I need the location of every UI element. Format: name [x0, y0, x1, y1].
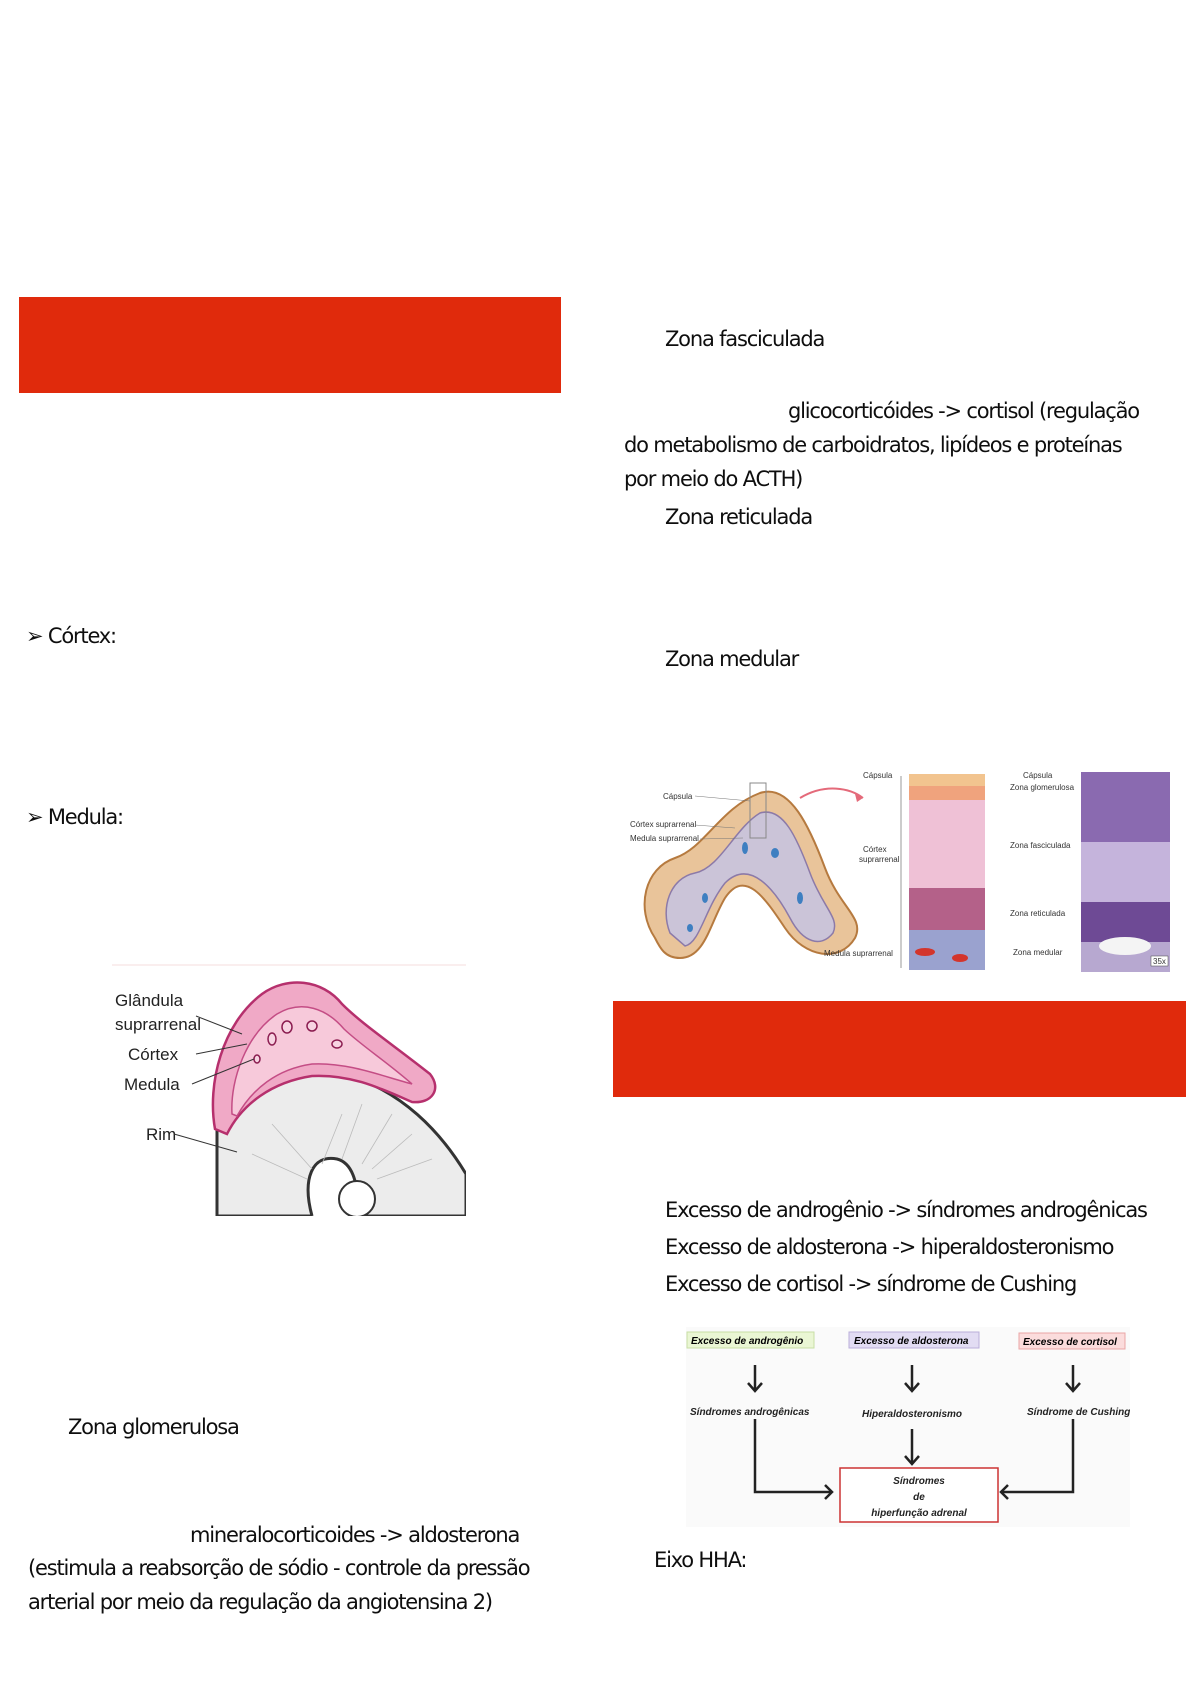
- flow-box-aldosterona-label: Excesso de aldosterona: [854, 1336, 969, 1347]
- hist-label-medular: Zona medular: [1013, 948, 1063, 957]
- flow-outcome-hiperaldosteronismo: Hiperaldosteronismo: [862, 1409, 963, 1420]
- glicocorticoides-text: glicocorticóides -> cortisol (regulação do metabolismo de carboidratos, lipídeos e proteínas por meio do ACTH): [624, 399, 1139, 491]
- label-rim: Rim: [146, 1125, 177, 1144]
- hist-label-medula-b: Medula suprarrenal: [824, 949, 893, 958]
- excesso-item-1: Excesso de androgênio -> síndromes androgênicas: [665, 1198, 1147, 1222]
- medula-heading: ➢ Medula:: [26, 805, 123, 829]
- flow-final-line3: hiperfunção adrenal: [871, 1508, 967, 1519]
- hist-label-fasciculada: Zona fasciculada: [1010, 841, 1071, 850]
- hist-label-cortex-b: Córtex: [863, 845, 887, 854]
- adrenal-kidney-figure: [112, 964, 466, 1216]
- flow-final-line1: Síndromes: [893, 1476, 945, 1487]
- hist-label-cortex-a: Córtex suprarrenal: [630, 820, 697, 829]
- label-suprarrenal: suprarrenal: [115, 1015, 201, 1034]
- mineralocorticoides-desc: (estimula a reabsorção de sódio - controle da pressão arterial por meio da regulação da angiotensina 2): [28, 1556, 530, 1614]
- mineralocorticoides-text: mineralocorticoides -> aldosterona: [190, 1523, 520, 1547]
- zona-fasciculada-label: Zona fasciculada: [665, 327, 825, 351]
- eixo-hha-label: Eixo HHA:: [654, 1548, 747, 1572]
- flow-outcome-androgenicas: Síndromes androgênicas: [690, 1407, 810, 1418]
- hist-label-reticulada: Zona reticulada: [1010, 909, 1066, 918]
- zona-glomerulosa-label: Zona glomerulosa: [68, 1415, 239, 1439]
- cortex-heading: ➢ Córtex:: [26, 624, 116, 648]
- hist-label-glomerulosa: Zona glomerulosa: [1010, 783, 1075, 792]
- label-glandula: Glândula: [115, 991, 184, 1010]
- zona-reticulada-label: Zona reticulada: [665, 505, 813, 529]
- flow-final-line2: de: [913, 1492, 925, 1503]
- adrenal-histology-figure: [625, 768, 1175, 976]
- section-header-bar-right: [613, 1001, 1186, 1097]
- hist-label-capsula-c: Cápsula: [1023, 771, 1053, 780]
- label-medula: Medula: [124, 1075, 180, 1094]
- hist-magnification: 35x: [1153, 957, 1166, 966]
- hist-label-capsula-b: Cápsula: [863, 771, 893, 780]
- flow-box-cortisol-label: Excesso de cortisol: [1023, 1337, 1117, 1348]
- hist-label-cortex-b2: suprarrenal: [859, 855, 900, 864]
- flow-outcome-cushing: Síndrome de Cushing: [1027, 1407, 1130, 1418]
- hist-label-capsula-a: Cápsula: [663, 792, 693, 801]
- flow-box-androgenio-label: Excesso de androgênio: [691, 1336, 804, 1347]
- hist-label-medula-a: Medula suprarrenal: [630, 834, 699, 843]
- excesso-item-2: Excesso de aldosterona -> hiperaldosteronismo: [665, 1235, 1114, 1259]
- section-header-bar-left: [19, 297, 561, 393]
- zona-medular-label: Zona medular: [665, 647, 799, 671]
- excesso-item-3: Excesso de cortisol -> síndrome de Cushing: [665, 1272, 1077, 1296]
- label-cortex: Córtex: [128, 1045, 179, 1064]
- hiperfuncao-flow-diagram: [686, 1327, 1130, 1527]
